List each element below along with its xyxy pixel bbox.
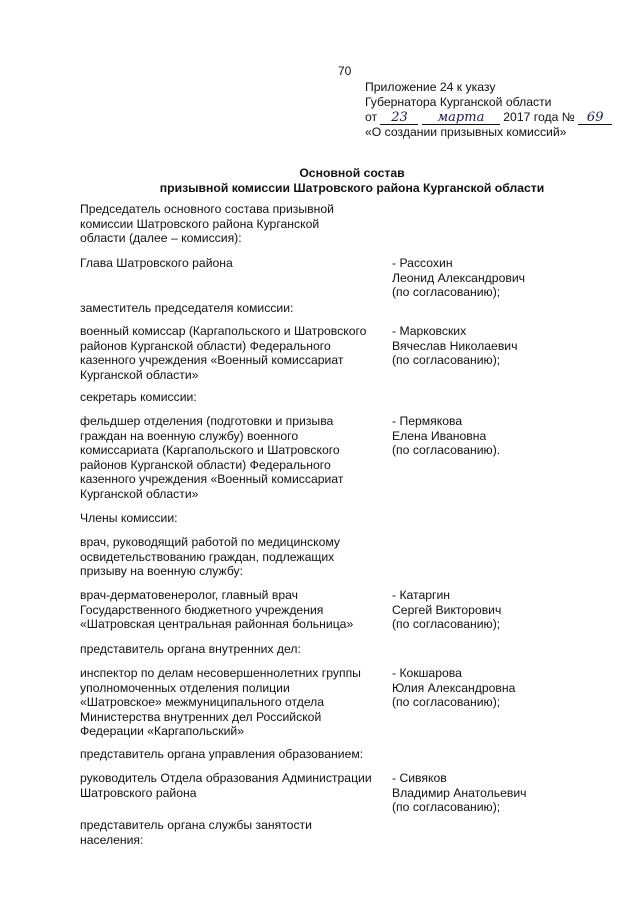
entry-role-deputy-heading: заместитель председателя комиссии: (80, 301, 294, 315)
entry-role-police-heading: представитель органа внутренних дел: (80, 642, 301, 656)
entry-person-markovskikh: - Марковских Вячеслав Николаевич (по согласованию); (392, 324, 518, 367)
entry-role-juvenile-inspector: инспектор по делам несовершеннолетних группы уполномоченных отделения полиции «Шатровское» межмуниципального отдела Министерства внутренних дел Российской Федерации «Каргапольский» (80, 666, 361, 738)
appendix-decree-title: «О создании призывных комиссий» (365, 125, 567, 139)
entry-person-rassokhin: - Рассохин Леонид Александрович (по согласованию); (392, 256, 525, 299)
entry-role-military-commissar: военный комиссар (Каргапольского и Шатровского районов Курганской области) Федерального казенного учреждения «Военный комиссариат Курганской области» (80, 324, 367, 382)
entry-person-koksharova: - Кокшарова Юлия Александровна (по согласованию); (392, 666, 516, 709)
handwritten-decree-number: 69 (578, 112, 612, 125)
entry-role-dermatologist: врач-дерматовенеролог, главный врач Государственного бюджетного учреждения «Шатровская центральная районная больница» (80, 588, 354, 631)
appendix-year-text: 2017 года № (503, 110, 575, 124)
entry-role-education-heading: представитель органа управления образованием: (80, 747, 364, 761)
entry-role-education-head: руководитель Отдела образования Администрации Шатровского района (80, 771, 372, 800)
entry-role-employment-heading: представитель органа службы занятости населения: (80, 818, 312, 847)
entry-person-sivyakov: - Сивяков Владимир Анатольевич (по согласованию); (392, 771, 527, 814)
page-number: 70 (338, 64, 352, 78)
entry-role-doctor-heading: врач, руководящий работой по медицинскому освидетельствованию граждан, подлежащих призыву на военную службу: (80, 535, 340, 578)
handwritten-month: марта (422, 112, 500, 125)
heading-line-2: призывной комиссии Шатровского района Курганской области (159, 181, 545, 195)
entry-person-katargin: - Катаргин Сергей Викторович (по согласованию); (392, 588, 502, 631)
entry-role-head-of-district: Глава Шатровского района (80, 256, 233, 270)
appendix-date-line (365, 110, 635, 125)
appendix-from-prefix: от (365, 110, 378, 124)
entry-role-secretary-heading: секретарь комиссии: (80, 390, 197, 404)
heading-line-1: Основной состав (299, 166, 405, 180)
appendix-line-2: Губернатора Курганской области (365, 95, 552, 109)
handwritten-day: 23 (380, 112, 418, 125)
entry-role-paramedic: фельдшер отделения (подготовки и призыва граждан на военную службу) военного комиссариата (Каргапольского и Шатровского районов Курганской области) Федерального казенного учреждения «Военный комиссариат Курганской области» (80, 414, 344, 501)
entry-person-permyakova: - Пермякова Елена Ивановна (по согласованию). (392, 414, 501, 457)
appendix-line-1: Приложение 24 к указу (365, 80, 496, 94)
appendix-header (365, 80, 635, 140)
entry-role-chairman-heading: Председатель основного состава призывной комиссии Шатровского района Курганской области (далее – комиссия): (80, 202, 334, 245)
entry-role-members-heading: Члены комиссии: (80, 511, 178, 525)
document-heading (80, 166, 624, 196)
